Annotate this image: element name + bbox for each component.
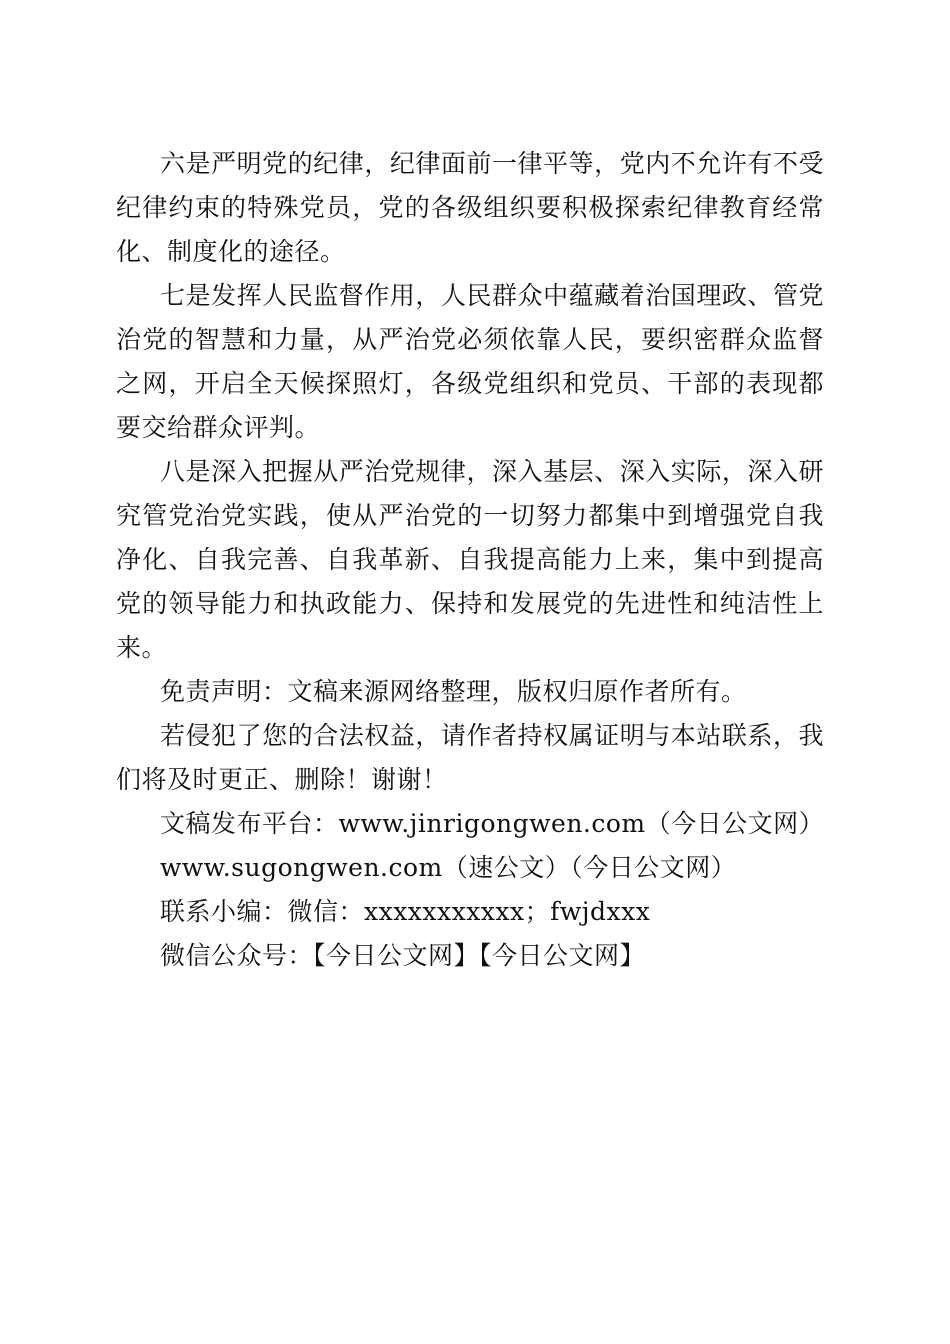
document-body <box>116 142 824 978</box>
infringement-notice: 若侵犯了您的合法权益，请作者持权属证明与本站联系，我们将及时更正、删除！谢谢！ <box>116 721 824 794</box>
paragraph-eight: 八是深入把握从严治党规律，深入基层、深入实际，深入研究管党治党实践，使从严治党的一切努力都集中到增强党自我净化、自我完善、自我革新、自我提高能力上来，集中到提高党的领导能力和执政能力、保持和发展党的先进性和纯洁性上来。 <box>116 457 824 662</box>
site-line: www.sugongwen.com（速公文）（今日公文网） <box>160 853 737 882</box>
publishing-platform-line: 文稿发布平台：www.jinrigongwen.com（今日公文网） <box>160 809 825 838</box>
paragraph-seven: 七是发挥人民监督作用，人民群众中蕴藏着治国理政、管党治党的智慧和力量，从严治党必须依靠人民，要织密群众监督之网，开启全天候探照灯，各级党组织和党员、干部的表现都要交给群众评判。 <box>116 281 824 442</box>
contact-line: 联系小编：微信：xxxxxxxxxxx；fwjdxxx <box>160 897 651 926</box>
disclaimer-text: 免责声明：文稿来源网络整理，版权归原作者所有。 <box>160 677 747 706</box>
paragraph-six: 六是严明党的纪律，纪律面前一律平等，党内不允许有不受纪律约束的特殊党员，党的各级组织要积极探索纪律教育经常化、制度化的途径。 <box>116 149 824 266</box>
wechat-account-line: 微信公众号：【今日公文网】【今日公文网】 <box>160 941 646 970</box>
